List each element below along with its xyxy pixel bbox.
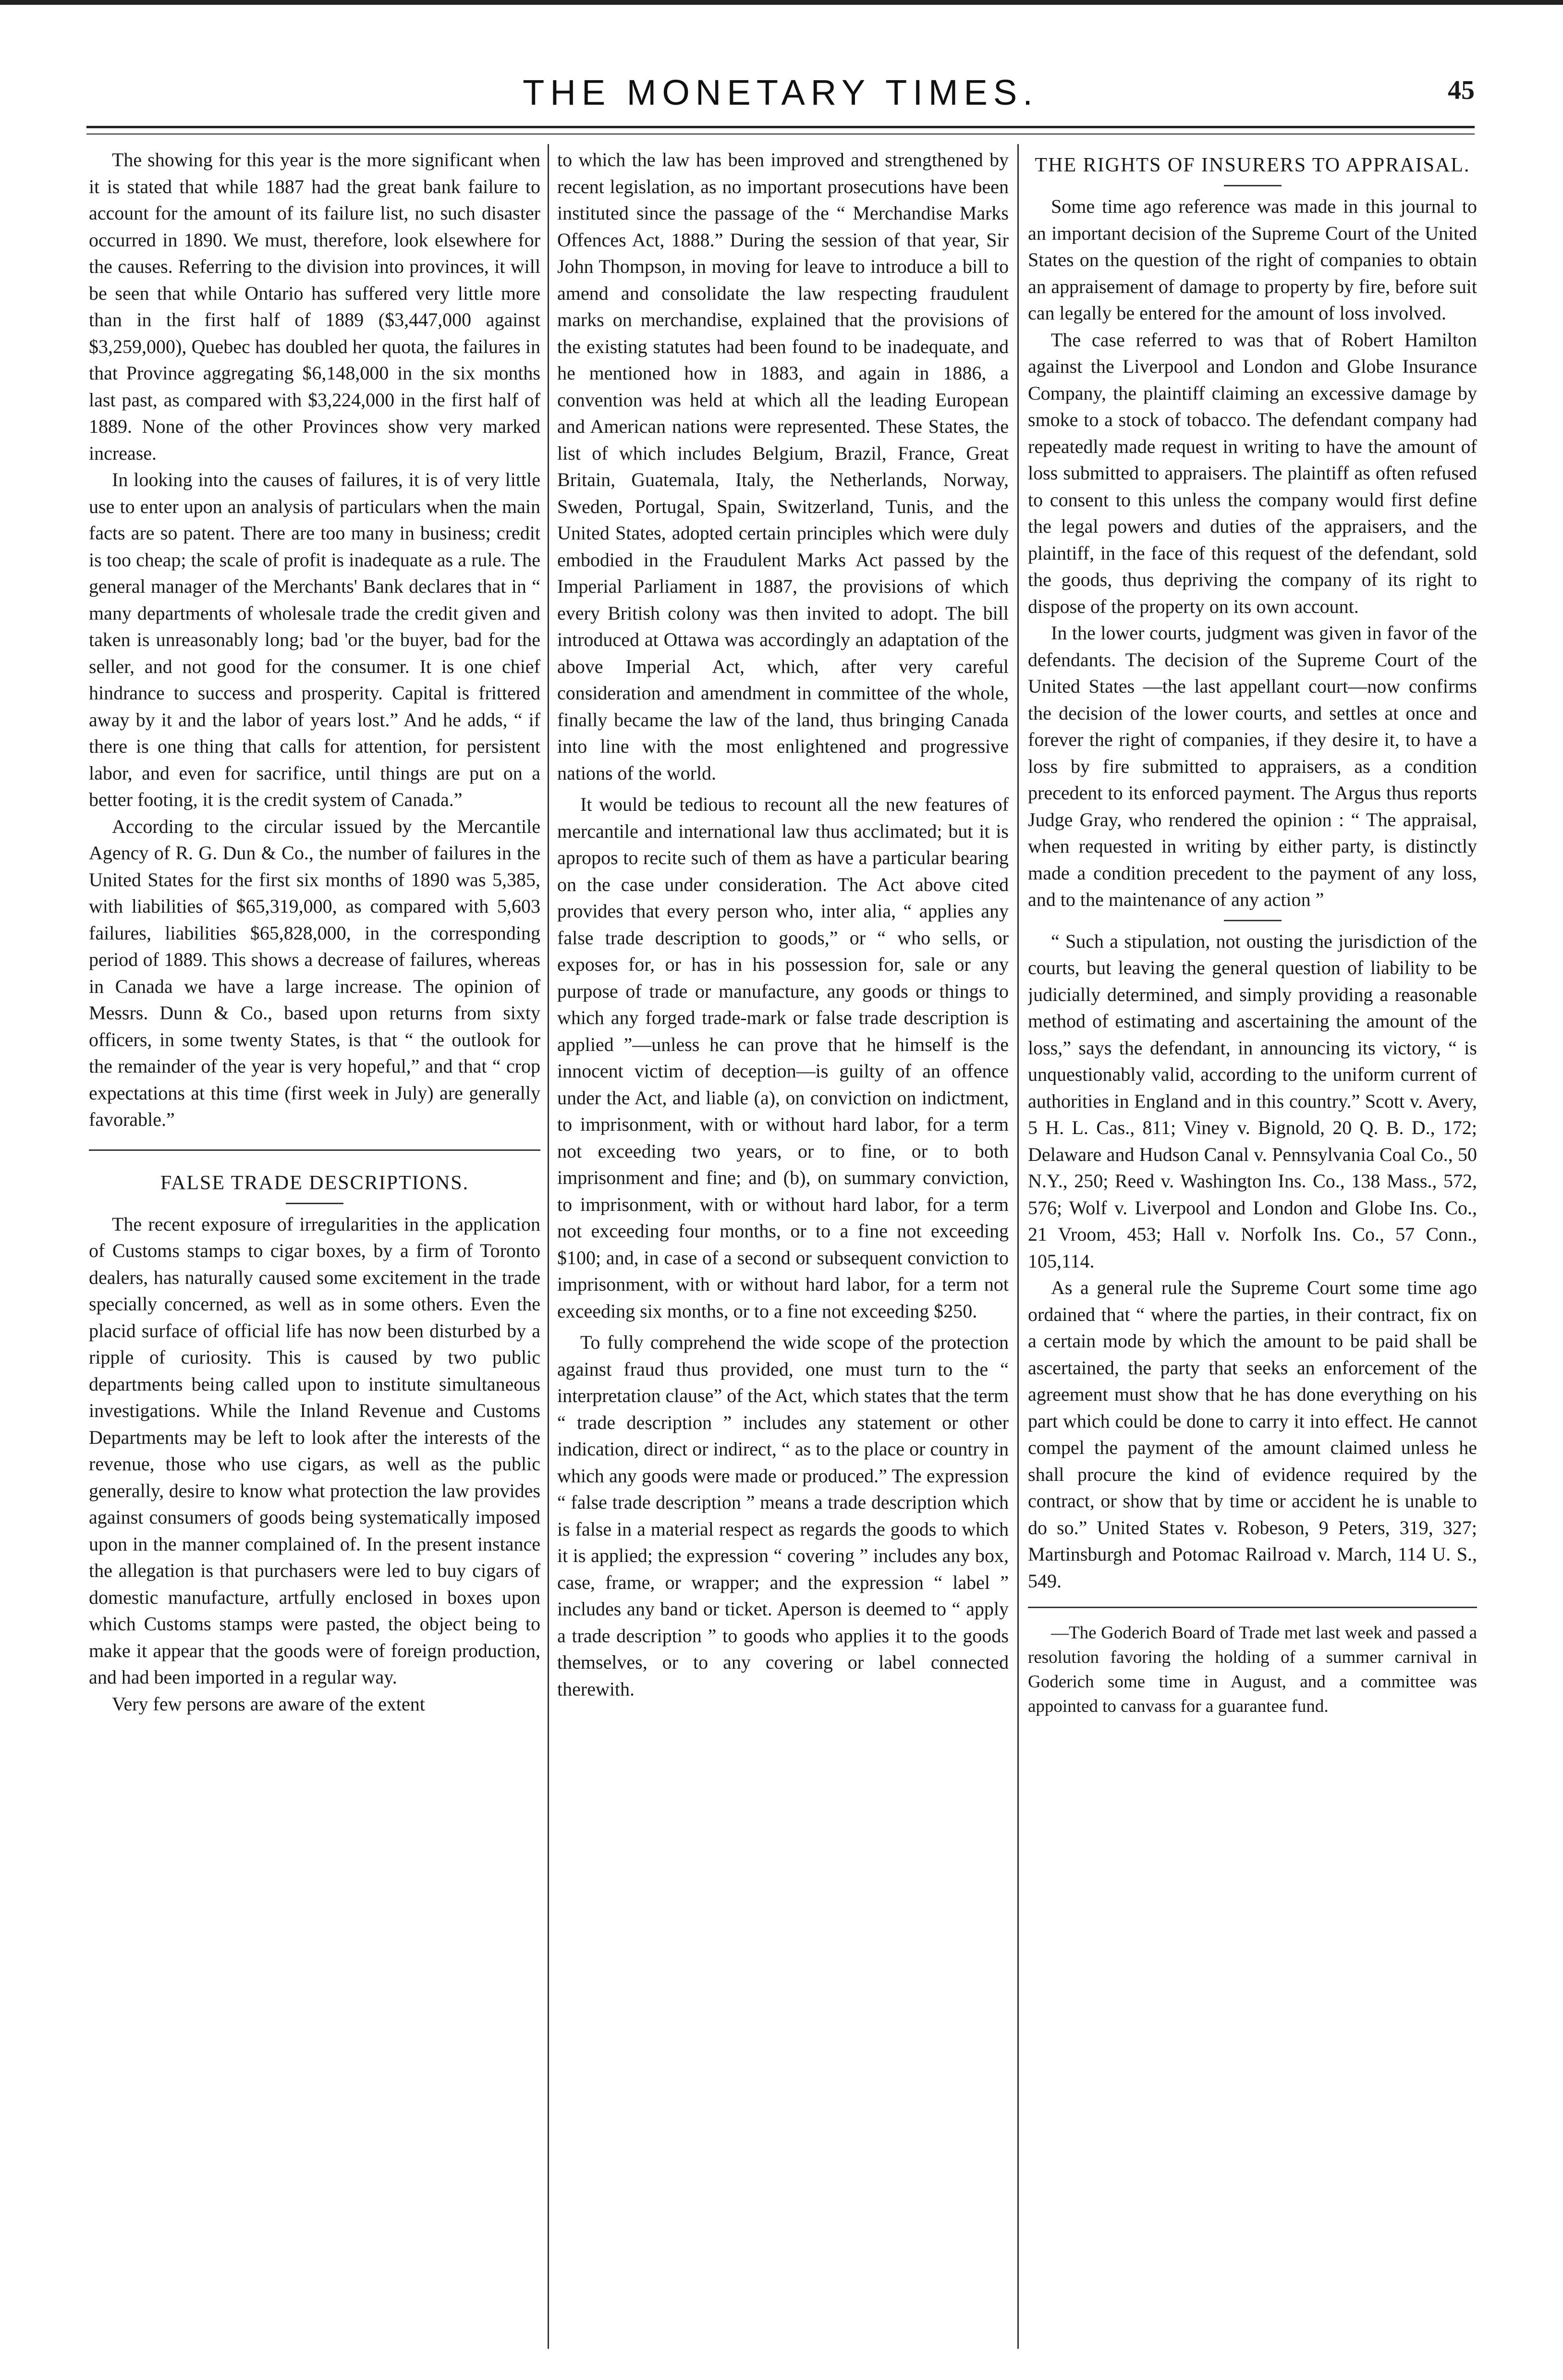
paragraph: As a general rule the Supreme Court some time ago ordained that “ where the parties, in their contract, fix on a certain mode by which the amount to be paid shall be ascertained, the party that seeks an enforcement of the agreement must show that he has done everything on his part which could be done to carry it into effect. He cannot compel the payment of the amount claimed unless he shall procure the kind of evidence required by the contract, or show that by time or accident he is unable to do so.” United States v. Robeson, 9 Peters, 319, 327; Martinsburgh and Potomac Railroad v. March, 114 U. S., 549.: [1028, 1277, 1477, 1592]
article-heading-insurers: THE RIGHTS OF INSURERS TO APPRAISAL.: [1035, 154, 1470, 176]
section-divider: [89, 1149, 540, 1151]
paragraph: Very few persons are aware of the extent: [112, 1693, 425, 1715]
heading-rule: [1224, 185, 1282, 186]
paragraph: It would be tedious to recount all the new features of mercantile and international law thus acclimated; but it is apropos to recite such of them as have a particular bearing on the case under consideration. The Act above cited provides that every person who, inter alia, “ applies any false trade description to goods,” or “ who sells, or exposes for, or has in his possession for, sale or any purpose of trade or manufacture, any goods or things to which any forged trade-mark or false trade description is applied ”—unless he can prove that he himself is the innocent victim of deception—is guilty of an offence under the Act, and liable (a), on conviction on indictment, to imprisonment, with or without hard labor, for a term not exceeding two years, or to fine, or to both imprisonment and fine; and (b), on summary conviction, to imprisonment, with or without hard labor, for a term not exceeding four months, or to a fine not exceeding $100; and, in case of a second or subsequent conviction to imprisonment, with or without hard labor, for a term not exceeding six months, or to a fine not exceeding $250.: [557, 793, 1009, 1322]
column-1: [89, 146, 540, 2346]
column-3: [1028, 146, 1477, 2346]
paragraph: To fully comprehend the wide scope of the protection against fraud thus provided, one must turn to the “ interpretation clause” of the Act, which states that the term “ trade description ” includes any statement or other indication, direct or indirect, “ as to the place or country in which any goods were made or produced.” The expression “ false trade description ” means a trade description which is false in a material respect as regards the goods to which it is applied; the expression “ covering ” includes any box, case, frame, or wrapper; and the expression “ label ” includes any band or ticket. Aperson is deemed to “ apply a trade description ” to goods who applies it to the goods themselves, or to any covering or label connected therewith.: [557, 1331, 1009, 1700]
newspaper-title: THE MONETARY TIMES.: [523, 73, 1038, 112]
paragraph: The recent exposure of irregularities in the application of Customs stamps to cigar boxes, by a firm of Toronto dealers, has naturally caused some excitement in the trade specially concerned, as well as in some others. Even the placid surface of official life has now been disturbed by a ripple of curiosity. This is caused by two public departments being called upon to institute simultaneous investigations. While the Inland Revenue and Customs Departments may be left to look after the interests of the revenue, those who use cigars, as well as the public generally, desire to know what protection the law provides against consumers of goods being systematically imposed upon in the manner complained of. In the present instance the allegation is that purchasers were led to buy cigars of domestic manufacture, artfully enclosed in boxes upon which Customs stamps were pasted, the object being to make it appear that the goods were of foreign production, and had been imported in a regular way.: [89, 1213, 540, 1688]
paragraph: In looking into the causes of failures, it is of very little use to enter upon an analysis of particulars when the main facts are so patent. There are too many in business; credit is too cheap; the scale of profit is inadequate as a rule. The general manager of the Merchants' Bank declares that in “ many departments of wholesale trade the credit given and taken is unreasonably long; bad 'or the buyer, bad for the seller, and not good for the consumer. It is one chief hindrance to success and prosperity. Capital is frittered away by it and the labor of years lost.” And he adds, “ if there is one thing that calls for attention, for persistent labor, and even for sacrifice, until things are put on a better footing, it is the credit system of Canada.”: [89, 469, 540, 810]
column-divider-1: [548, 144, 549, 2349]
page-number: 45: [1448, 75, 1475, 105]
top-edge-rule: [0, 0, 1563, 5]
paragraph: “ Such a stipulation, not ousting the jurisdiction of the courts, but leaving the general question of liability to be judicially determined, and simply providing a reasonable method of estimating and ascertaining the amount of the loss,” says the defendant, in announcing its victory, “ is unquestionably valid, according to the uniform current of authorities in England and in this country.” Scott v. Avery, 5 H. L. Cas., 811; Viney v. Bignold, 20 Q. B. D., 172; Delaware and Hudson Canal v. Pennsylvania Coal Co., 50 N.Y., 250; Reed v. Washington Ins. Co., 138 Mass., 572, 576; Wolf v. Liverpool and London and Globe Ins. Co., 21 Vroom, 453; Hall v. Norfolk Ins. Co., 57 Conn., 105,114.: [1028, 930, 1477, 1272]
article-heading-false-trade: FALSE TRADE DESCRIPTIONS.: [160, 1172, 469, 1194]
section-divider: [1028, 1607, 1477, 1608]
masthead: [86, 72, 1475, 125]
paragraph: In the lower courts, judgment was given in favor of the defendants. The decision of the Supreme Court of the United States —the last appellant court—now confirms the decision of the lower courts, and settles at once and forever the right of companies, if they desire it, to have a loss by fire submitted to appraisers, as a condition precedent to its enforced payment. The Argus thus reports Judge Gray, who rendered the opinion : “ The appraisal, when requested in writing by either party, is distinctly made a condition precedent to the payment of any loss, and to the maintenance of any action ”: [1028, 622, 1477, 910]
paragraph: Some time ago reference was made in this journal to an important decision of the Supreme Court of the United States on the question of the right of companies to obtain an appraisement of damage to property by fire, before suit can legally be entered for the amount of loss involved.: [1028, 195, 1477, 324]
column-2: [557, 146, 1009, 2346]
column-divider-2: [1017, 144, 1019, 2349]
header-rule-thick: [86, 126, 1475, 128]
heading-rule: [286, 1203, 343, 1204]
quote-rule: [1224, 920, 1282, 921]
paragraph: The showing for this year is the more significant when it is stated that while 1887 had the great bank failure to account for the amount of its failure list, no such disaster occurred in 1890. We must, therefore, look elsewhere for the causes. Referring to the division into provinces, it will be seen that while Ontario has suffered very little more than in the first half of 1889 ($3,447,000 against $3,259,000), Quebec has doubled her quota, the failures in that Province aggregating $6,148,000 in the six months last past, as compared with $3,224,000 in the first half of 1889. None of the other Provinces show very marked increase.: [89, 149, 540, 464]
paragraph: to which the law has been improved and strengthened by recent legislation, as no important prosecutions have been instituted since the passage of the “ Merchandise Marks Offences Act, 1888.” During the session of that year, Sir John Thompson, in moving for leave to introduce a bill to amend and consolidate the law respecting fraudulent marks on merchandise, explained that the provisions of the existing statutes had been found to be inadequate, and he mentioned how in 1883, and again in 1886, a convention was held at which all the leading European and American nations were represented. These States, the list of which includes Belgium, Brazil, France, Great Britain, Guatemala, Italy, the Netherlands, Norway, Sweden, Portugal, Spain, Switzerland, Tunis, and the United States, adopted certain principles which were duly embodied in the Fraudulent Marks Act passed by the Imperial Parliament in 1887, the provisions of which every British colony was then invited to adopt. The bill introduced at Ottawa was accordingly an adaptation of the above Imperial Act, which, after very careful consideration and amendment in committee of the whole, finally became the law of the land, thus bringing Canada into line with the most enlightened and progressive nations of the world.: [557, 149, 1009, 784]
news-notice: —The Goderich Board of Trade met last week and passed a resolution favoring the holding of a summer carnival in Goderich some time in August, and a committee was appointed to canvass for a guarantee fund.: [1028, 1623, 1477, 1716]
paragraph: The case referred to was that of Robert Hamilton against the Liverpool and London and Globe Insurance Company, the plaintiff claiming an excessive damage by smoke to a stock of tobacco. The defendant company had repeatedly made request in writing to have the amount of loss submitted to appraisers. The plaintiff as often refused to consent to this unless the company would first define the legal powers and duties of the appraisers, and the plaintiff, in the face of this request of the defendant, sold the goods, thus depriving the company of its right to dispose of the property on its own account.: [1028, 329, 1477, 617]
paragraph: According to the circular issued by the Mercantile Agency of R. G. Dun & Co., the number of failures in the United States for the first six months of 1890 was 5,385, with liabilities of $65,319,000, as compared with 5,603 failures, liabilities $65,828,000, in the corresponding period of 1889. This shows a decrease of failures, whereas in Canada we have a large increase. The opinion of Messrs. Dunn & Co., based upon returns from sixty officers, in some twenty States, is that “ the outlook for the remainder of the year is very hopeful,” and that “ crop expectations at this time (first week in July) are generally favorable.”: [89, 815, 540, 1130]
